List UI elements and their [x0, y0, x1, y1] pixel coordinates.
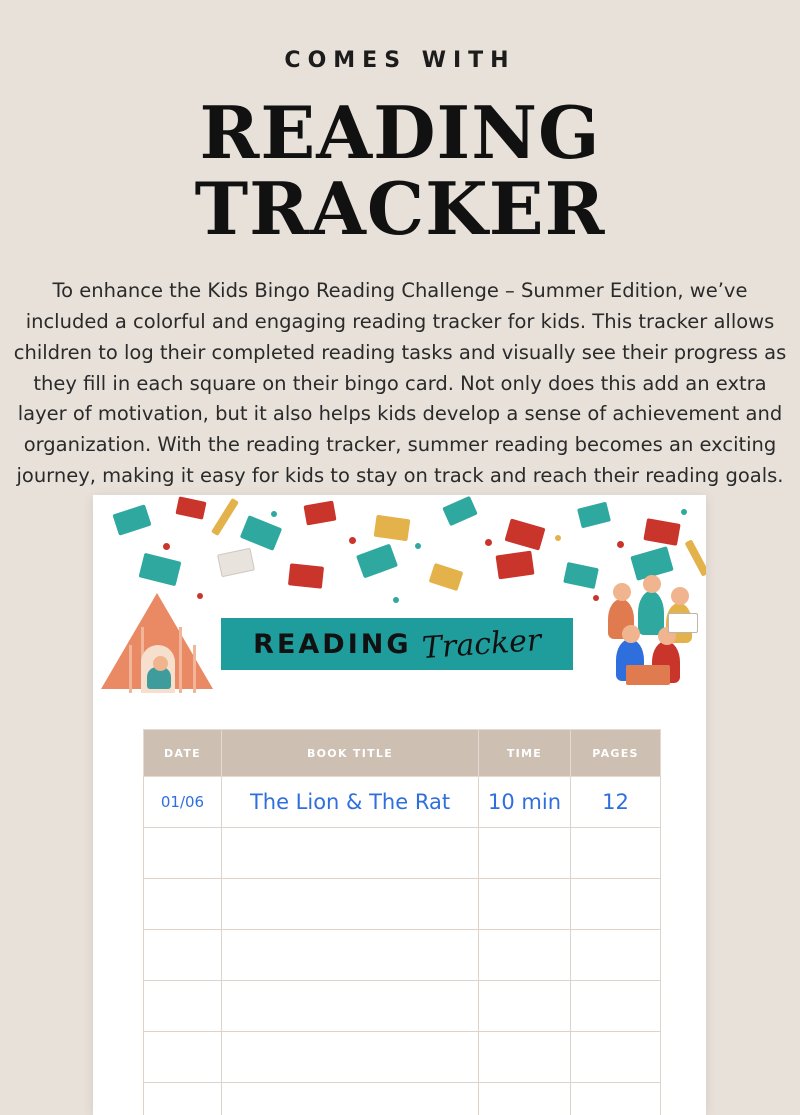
cell-date[interactable]: [144, 930, 222, 981]
cell-time[interactable]: [479, 1032, 571, 1083]
cell-date[interactable]: [144, 981, 222, 1032]
cell-time[interactable]: [479, 879, 571, 930]
book-icon: [303, 501, 336, 526]
cell-time[interactable]: [479, 828, 571, 879]
cell-date[interactable]: [144, 1032, 222, 1083]
table-header-row: [144, 730, 661, 777]
tracker-title-bar: [221, 618, 573, 670]
cell-pages[interactable]: [571, 879, 661, 930]
confetti-dot: [349, 537, 356, 544]
table-row: [144, 930, 661, 981]
cell-date[interactable]: [144, 879, 222, 930]
table-row: [144, 777, 661, 828]
table-row: [144, 879, 661, 930]
tent-stripe: [129, 645, 132, 693]
book-icon: [175, 496, 206, 519]
confetti-dot: [415, 543, 421, 549]
cell-time[interactable]: [479, 930, 571, 981]
confetti-dot: [681, 509, 687, 515]
confetti-dot: [393, 597, 399, 603]
confetti-dot: [271, 511, 277, 517]
child-head: [643, 575, 661, 593]
cell-time[interactable]: 10 min: [479, 777, 571, 828]
column-header-title: BOOK TITLE: [222, 730, 479, 777]
child-head: [671, 587, 689, 605]
kids-reading-illustration: [604, 573, 700, 693]
confetti-dot: [593, 595, 599, 601]
book-icon: [643, 518, 680, 546]
book-icon: [356, 544, 398, 579]
child-head: [613, 583, 631, 601]
cell-pages[interactable]: [571, 981, 661, 1032]
column-header-time: TIME: [479, 730, 571, 777]
book-icon: [288, 563, 324, 588]
book-icon: [374, 515, 411, 542]
tent-stripe: [179, 627, 182, 693]
tent-illustration: [101, 575, 231, 693]
column-header-date: DATE: [144, 730, 222, 777]
child-head: [622, 625, 640, 643]
reading-log-table: [143, 729, 661, 1115]
cell-time[interactable]: [479, 981, 571, 1032]
page-title: READING TRACKER: [0, 95, 800, 246]
book-icon: [505, 518, 546, 550]
cell-title[interactable]: [222, 1083, 479, 1115]
book-icon: [217, 548, 255, 578]
cell-pages[interactable]: [571, 1083, 661, 1115]
book-icon: [112, 504, 151, 535]
cell-title[interactable]: [222, 930, 479, 981]
pencil-icon: [685, 539, 706, 576]
confetti-dot: [555, 535, 561, 541]
tracker-sheet-preview: [93, 495, 706, 1115]
cell-time[interactable]: [479, 1083, 571, 1115]
cell-pages[interactable]: [571, 1032, 661, 1083]
book-icon: [563, 562, 599, 589]
book-icon: [496, 551, 535, 580]
book-icon: [668, 613, 698, 633]
pencil-icon: [211, 498, 239, 536]
table-row: [144, 1083, 661, 1115]
book-icon: [442, 496, 478, 526]
book-icon: [429, 563, 464, 591]
cell-pages[interactable]: [571, 930, 661, 981]
book-icon: [626, 665, 670, 685]
cell-title[interactable]: [222, 1032, 479, 1083]
cell-pages[interactable]: [571, 828, 661, 879]
intro-paragraph: To enhance the Kids Bingo Reading Challenge – Summer Edition, we’ve included a colorful and engaging reading tracker for kids. This tracker allows children to log their completed reading tasks and visually see their progress as they fill in each square on their bingo card. Not only does this add an extra layer of motivation, but it also helps kids develop a sense of achievement and organization. With the reading tracker, summer reading becomes an exciting journey, making it easy for kids to stay on track and reach their reading goals.: [8, 276, 792, 492]
table-row: [144, 1032, 661, 1083]
cell-title[interactable]: The Lion & The Rat: [222, 777, 479, 828]
cell-date[interactable]: [144, 828, 222, 879]
column-header-pages: PAGES: [571, 730, 661, 777]
cell-title[interactable]: [222, 981, 479, 1032]
tracker-title-script: Tracker: [420, 622, 541, 665]
cell-date[interactable]: 01/06: [144, 777, 222, 828]
book-icon: [577, 502, 611, 529]
tracker-title-main: READING: [253, 629, 411, 660]
eyebrow-text: COMES WITH: [0, 48, 800, 73]
tent-stripe: [193, 645, 196, 693]
confetti-dot: [617, 541, 624, 548]
cell-pages[interactable]: 12: [571, 777, 661, 828]
table-row: [144, 981, 661, 1032]
table-row: [144, 828, 661, 879]
confetti-dot: [485, 539, 492, 546]
cell-date[interactable]: [144, 1083, 222, 1115]
cell-title[interactable]: [222, 879, 479, 930]
confetti-dot: [163, 543, 170, 550]
child-head: [153, 656, 168, 671]
book-icon: [240, 515, 282, 551]
cell-title[interactable]: [222, 828, 479, 879]
